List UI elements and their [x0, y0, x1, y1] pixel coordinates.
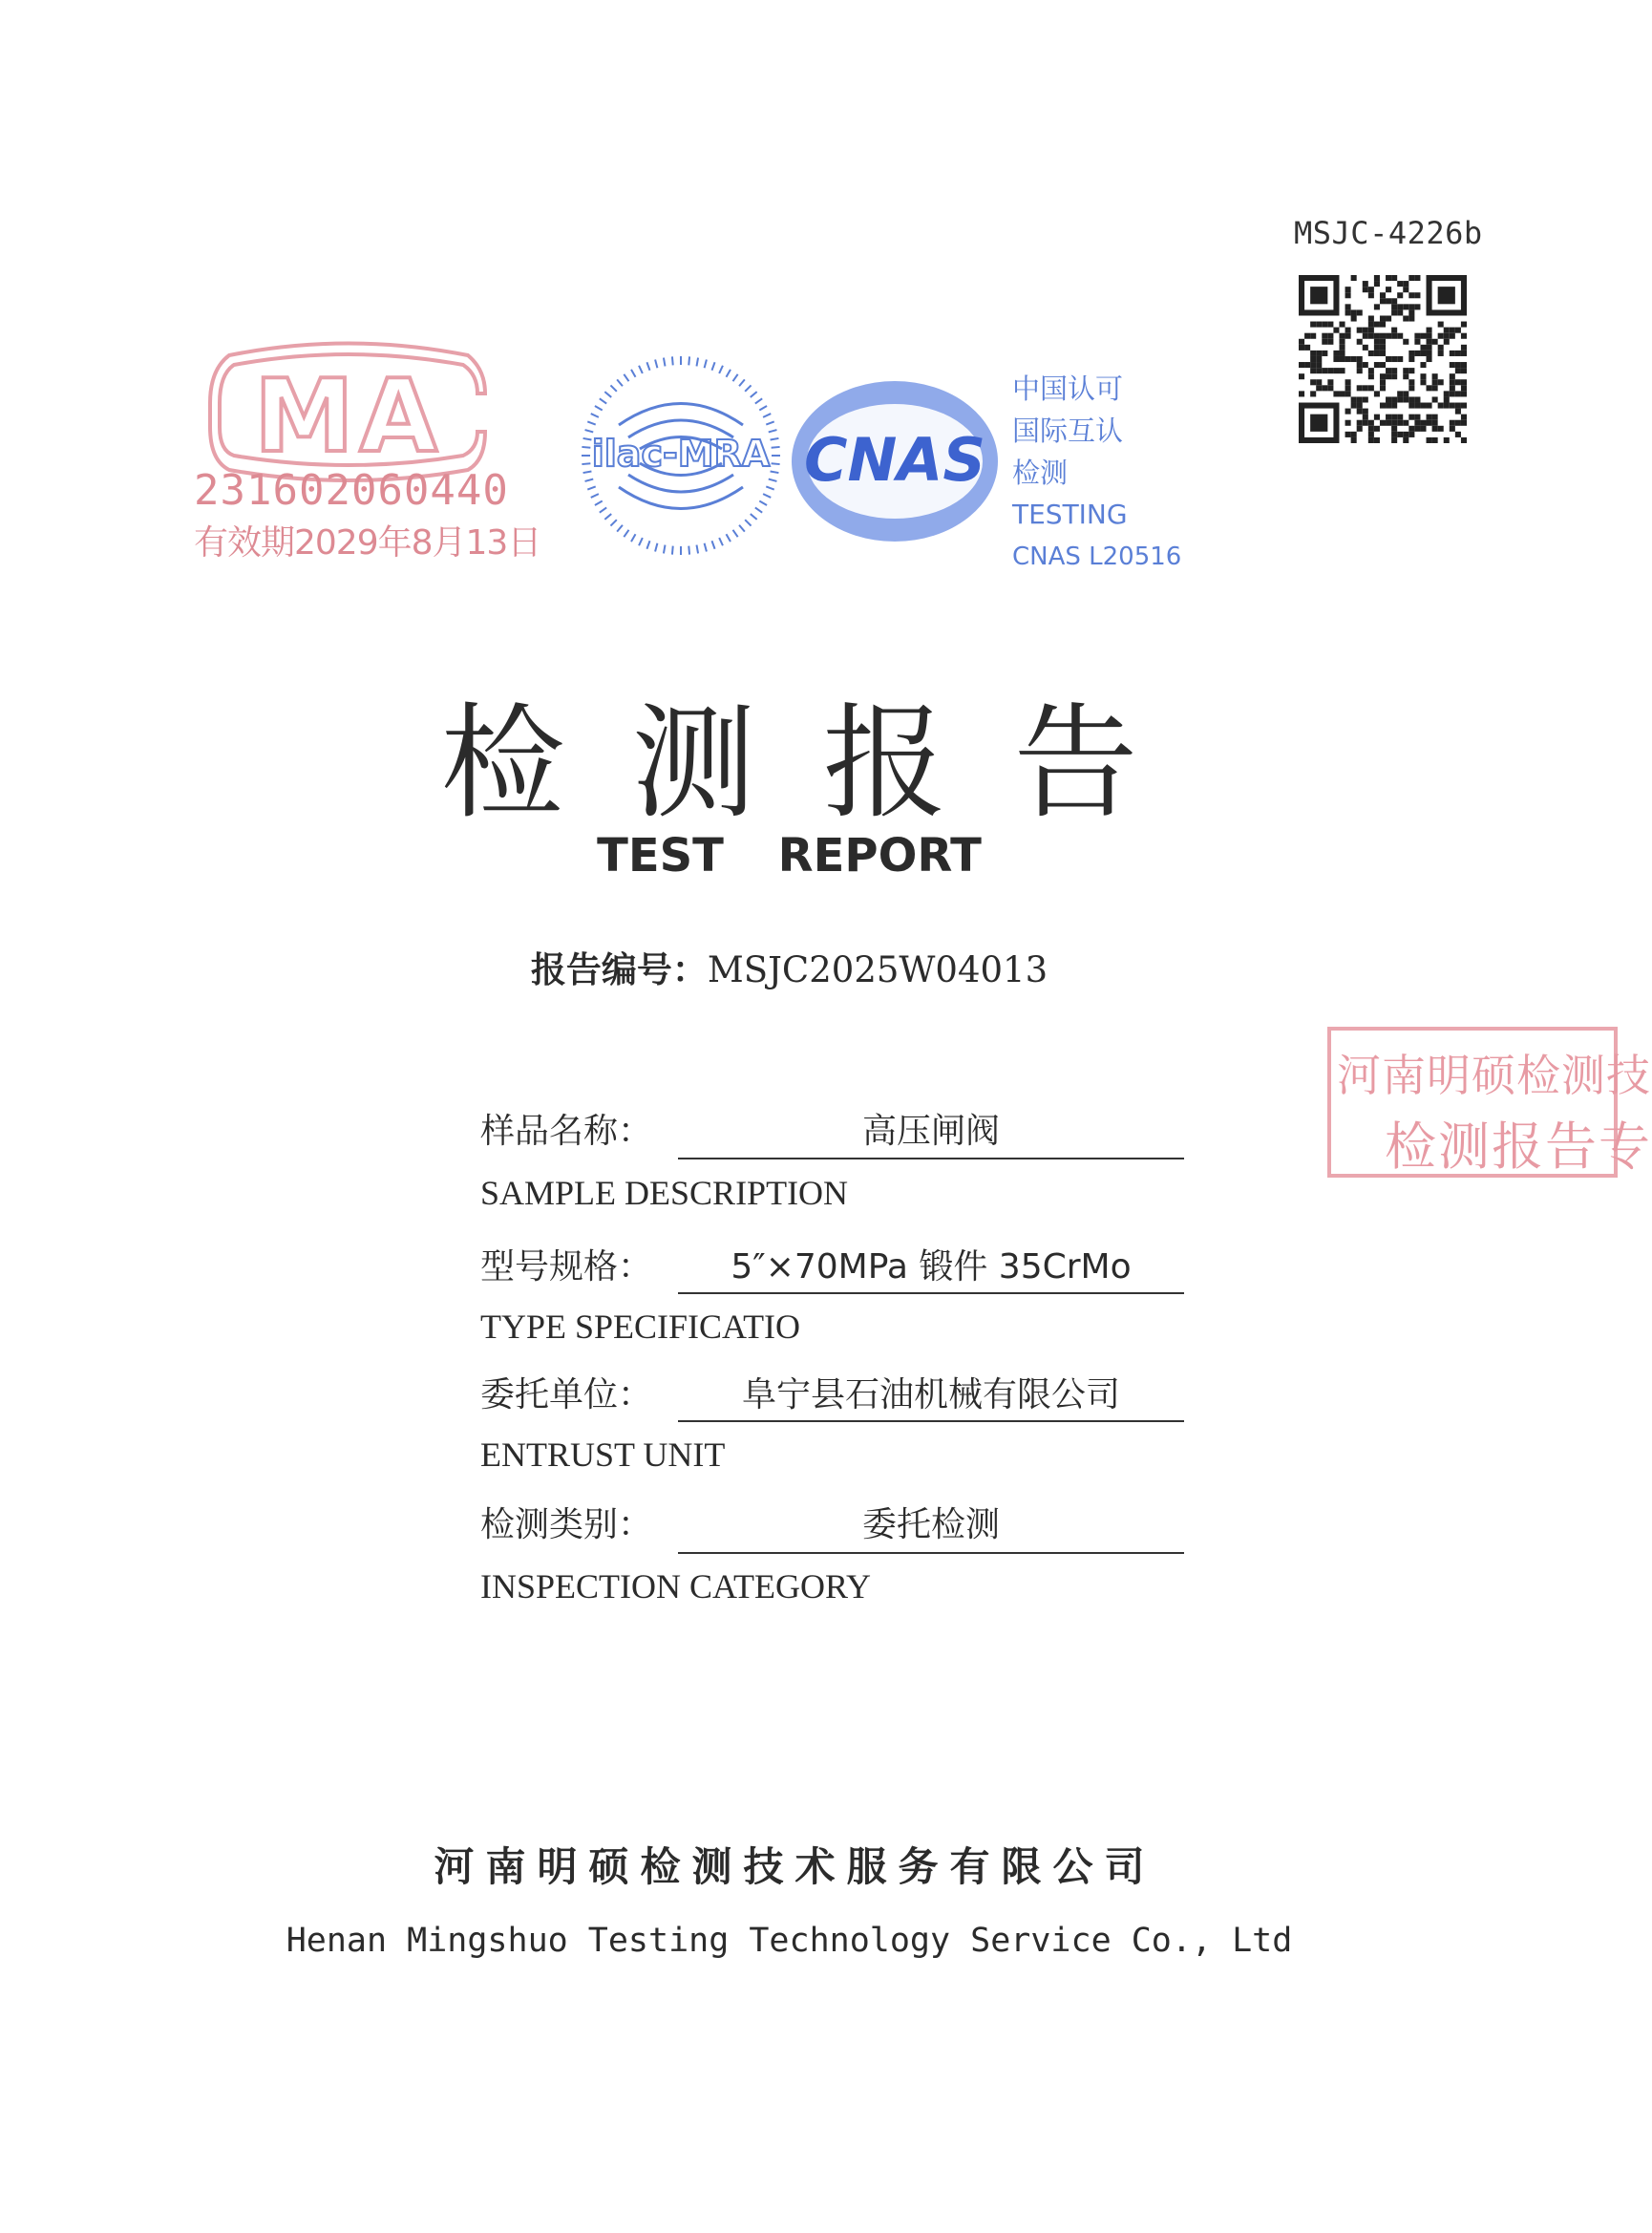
qr-code	[1299, 275, 1467, 443]
edge-stamp-line-2: 检测报告专	[1385, 1116, 1652, 1177]
cma-validity: 有效期2029年8月13日	[194, 523, 541, 563]
report-title-en: TEST REPORT	[597, 829, 982, 883]
cnas-line-3: 检测	[1012, 457, 1069, 489]
entrust-unit-underline	[678, 1420, 1184, 1422]
company-name-cn: 河南明硕检测技术服务有限公司	[434, 1843, 1156, 1890]
inspection-category-label-en: INSPECTION CATEGORY	[480, 1567, 872, 1606]
type-spec-underline	[678, 1292, 1184, 1294]
type-spec-label: 型号规格：	[480, 1247, 653, 1287]
sample-name-underline	[678, 1158, 1184, 1159]
cma-number: 231602060440	[194, 466, 509, 515]
report-number	[0, 941, 1578, 992]
sample-description-label: SAMPLE DESCRIPTION	[480, 1174, 849, 1212]
type-specification-label: TYPE SPECIFICATIO	[480, 1308, 801, 1346]
edge-stamp-line-1: 河南明硕检测技	[1337, 1050, 1651, 1101]
ilac-mra-logo	[581, 353, 781, 559]
company-name-en: Henan Mingshuo Testing Technology Service Co., Ltd	[286, 1922, 1293, 1960]
inspection-category-label: 检测类别：	[480, 1505, 653, 1544]
inspection-category-underline	[678, 1552, 1184, 1554]
sample-name-label: 样品名称：	[480, 1112, 653, 1151]
cnas-line-5: CNAS L20516	[1012, 542, 1182, 571]
cnas-logo-text: CNAS	[803, 425, 986, 495]
cnas-line-1: 中国认可	[1012, 372, 1124, 405]
cnas-line-4: TESTING	[1012, 499, 1128, 530]
inspection-category-value: 委托检测	[861, 1505, 1000, 1544]
cnas-line-2: 国际互认	[1012, 415, 1124, 447]
cma-letters: MA	[254, 358, 443, 475]
report-title-cn: 检测报告	[440, 691, 1205, 836]
cnas-accreditation-text	[1012, 368, 1181, 578]
document-code: MSJC-4226b	[1294, 215, 1483, 251]
entrust-unit-label: 委托单位：	[480, 1375, 653, 1414]
report-number-value: MSJC2025W04013	[707, 949, 1048, 990]
type-spec-value: 5″×70MPa 锻件 35CrMo	[731, 1247, 1132, 1287]
entrust-unit-value: 阜宁县石油机械有限公司	[741, 1375, 1120, 1414]
entrust-unit-label-en: ENTRUST UNIT	[480, 1436, 726, 1474]
sample-name-value: 高压闸阀	[861, 1112, 1000, 1151]
report-number-label: 报告编号：	[530, 949, 708, 990]
cnas-logo	[788, 377, 1003, 544]
ilac-label: ilac-MRA	[591, 433, 771, 475]
